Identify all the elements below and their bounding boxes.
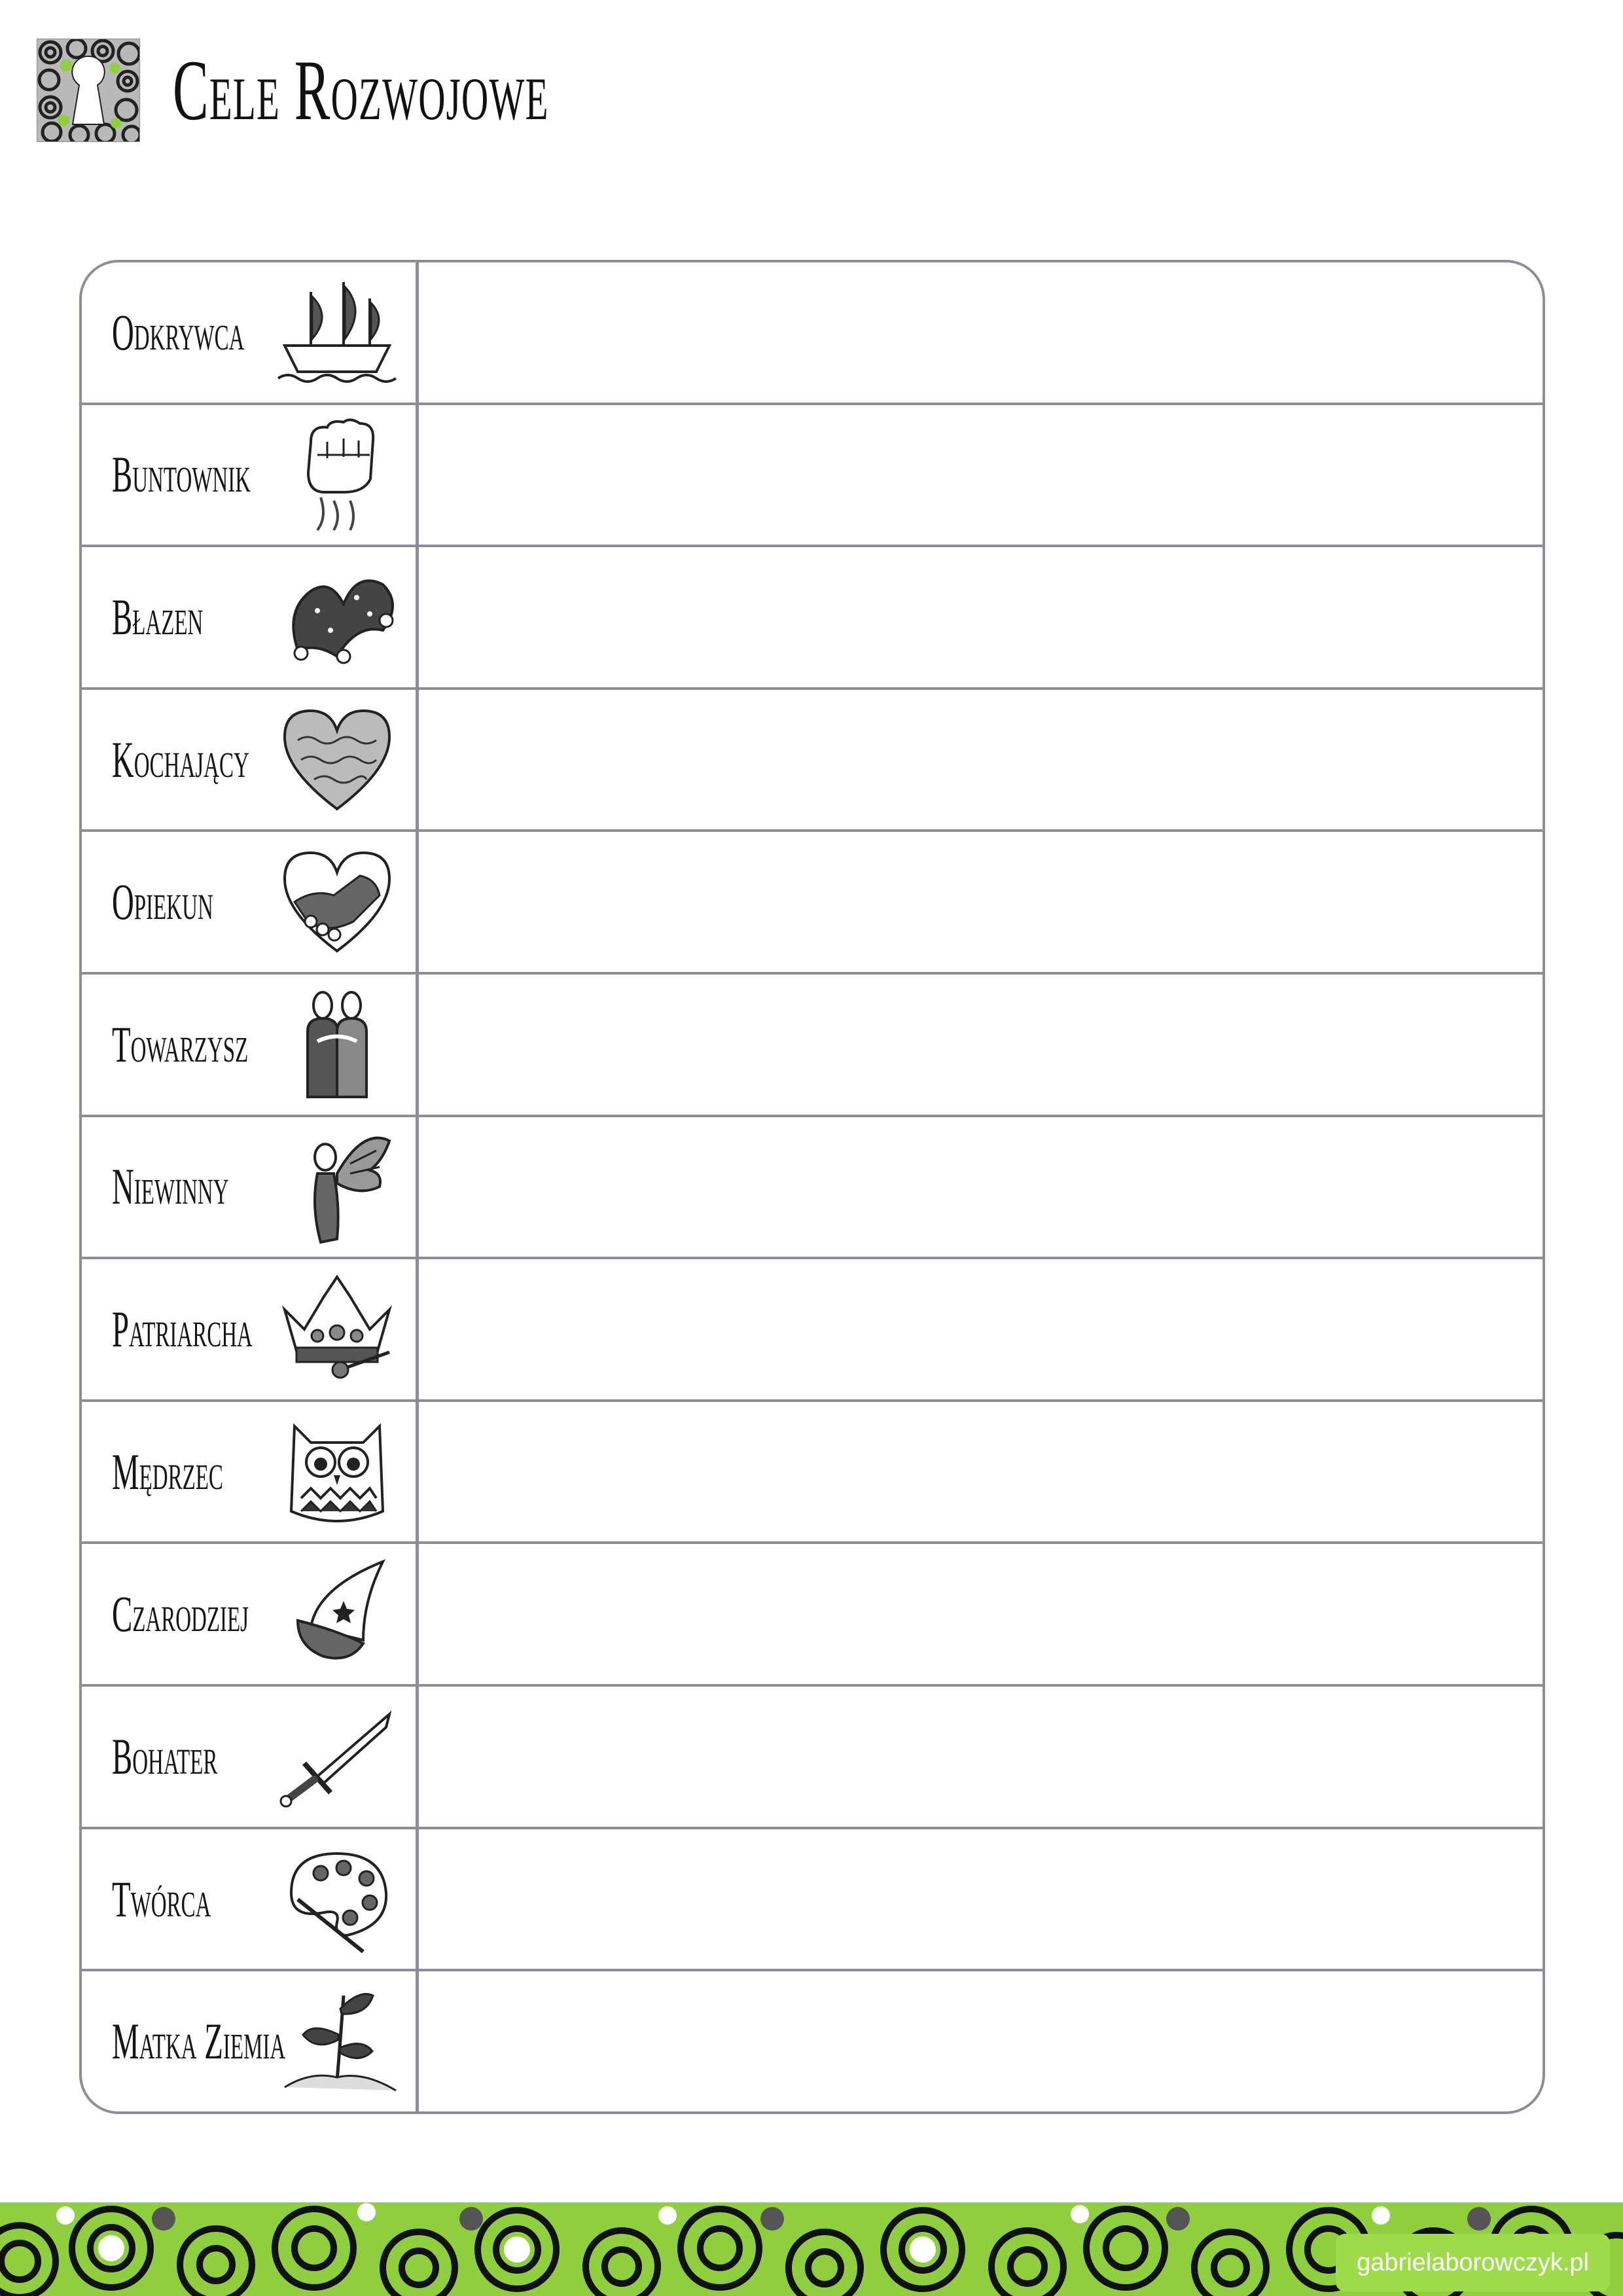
archetype-label-cell <box>82 690 419 830</box>
archetype-label: Buntownik <box>112 446 251 503</box>
archetype-label: Matka Ziemia <box>112 2013 286 2070</box>
goal-input-area[interactable] <box>419 262 1543 403</box>
table-row <box>82 403 1543 545</box>
page-title: Cele Rozwojowe <box>173 42 549 138</box>
goal-input-area[interactable] <box>419 1259 1543 1399</box>
goal-input-area[interactable] <box>419 547 1543 687</box>
archetype-label: Opiekun <box>112 873 213 931</box>
archetype-label: Błazen <box>112 588 204 646</box>
goal-input-area[interactable] <box>419 690 1543 830</box>
goal-input-area[interactable] <box>419 1687 1543 1827</box>
goal-input-area[interactable] <box>419 1402 1543 1542</box>
archetype-label-cell <box>82 1402 419 1542</box>
keyhole-icon <box>37 39 140 142</box>
archetype-label-cell <box>82 975 419 1115</box>
goal-input-area[interactable] <box>419 1117 1543 1257</box>
archetype-label-cell <box>82 1544 419 1684</box>
archetype-label-cell <box>82 262 419 403</box>
table-row <box>82 1541 1543 1684</box>
crown-icon <box>272 1270 402 1388</box>
table-row <box>82 829 1543 972</box>
fist-icon <box>272 416 402 533</box>
goal-input-area[interactable] <box>419 832 1543 972</box>
heart-icon <box>272 701 402 819</box>
archetype-label-cell <box>82 1117 419 1257</box>
archetype-label-cell <box>82 1687 419 1827</box>
website-link[interactable]: gabrielaborowczyk.pl <box>1336 2234 1610 2291</box>
owl-icon <box>272 1413 402 1531</box>
palette-icon <box>272 1840 402 1958</box>
decorative-footer-band <box>0 2202 1623 2296</box>
table-row <box>82 1115 1543 1257</box>
archetype-label: Odkrywca <box>112 303 245 361</box>
jester-hat-icon <box>272 558 402 676</box>
goal-input-area[interactable] <box>419 975 1543 1115</box>
table-row <box>82 1684 1543 1827</box>
sprout-icon <box>272 1982 402 2100</box>
page-header <box>37 38 779 143</box>
table-row <box>82 545 1543 687</box>
archetype-label: Towarzysz <box>112 1015 249 1073</box>
table-row <box>82 1257 1543 1399</box>
goal-input-area[interactable] <box>419 1971 1543 2111</box>
heart-hands-icon <box>272 843 402 961</box>
goal-input-area[interactable] <box>419 1544 1543 1684</box>
archetype-label-cell <box>82 1971 419 2111</box>
goal-input-area[interactable] <box>419 405 1543 545</box>
friends-icon <box>272 986 402 1103</box>
archetype-label-cell <box>82 1259 419 1399</box>
archetype-label-cell <box>82 832 419 972</box>
ship-icon <box>272 274 402 391</box>
table-row <box>82 262 1543 403</box>
goals-table <box>79 260 1545 2114</box>
sword-icon <box>272 1698 402 1816</box>
wizard-hat-icon <box>272 1555 402 1673</box>
archetype-label: Niewinny <box>112 1158 229 1215</box>
table-row <box>82 1827 1543 1969</box>
table-row <box>82 1399 1543 1542</box>
archetype-label-cell <box>82 405 419 545</box>
goal-input-area[interactable] <box>419 1829 1543 1969</box>
archetype-label: Bohater <box>112 1727 218 1785</box>
angel-icon <box>272 1128 402 1246</box>
archetype-label-cell <box>82 547 419 687</box>
archetype-label: Czarodziej <box>112 1585 249 1643</box>
table-row <box>82 687 1543 830</box>
archetype-label: Patriarcha <box>112 1300 253 1358</box>
archetype-label: Mędrzec <box>112 1443 223 1500</box>
table-row <box>82 972 1543 1115</box>
archetype-label: Kochający <box>112 730 249 788</box>
archetype-label-cell <box>82 1829 419 1969</box>
table-row <box>82 1969 1543 2111</box>
archetype-label: Twórca <box>112 1870 211 1928</box>
